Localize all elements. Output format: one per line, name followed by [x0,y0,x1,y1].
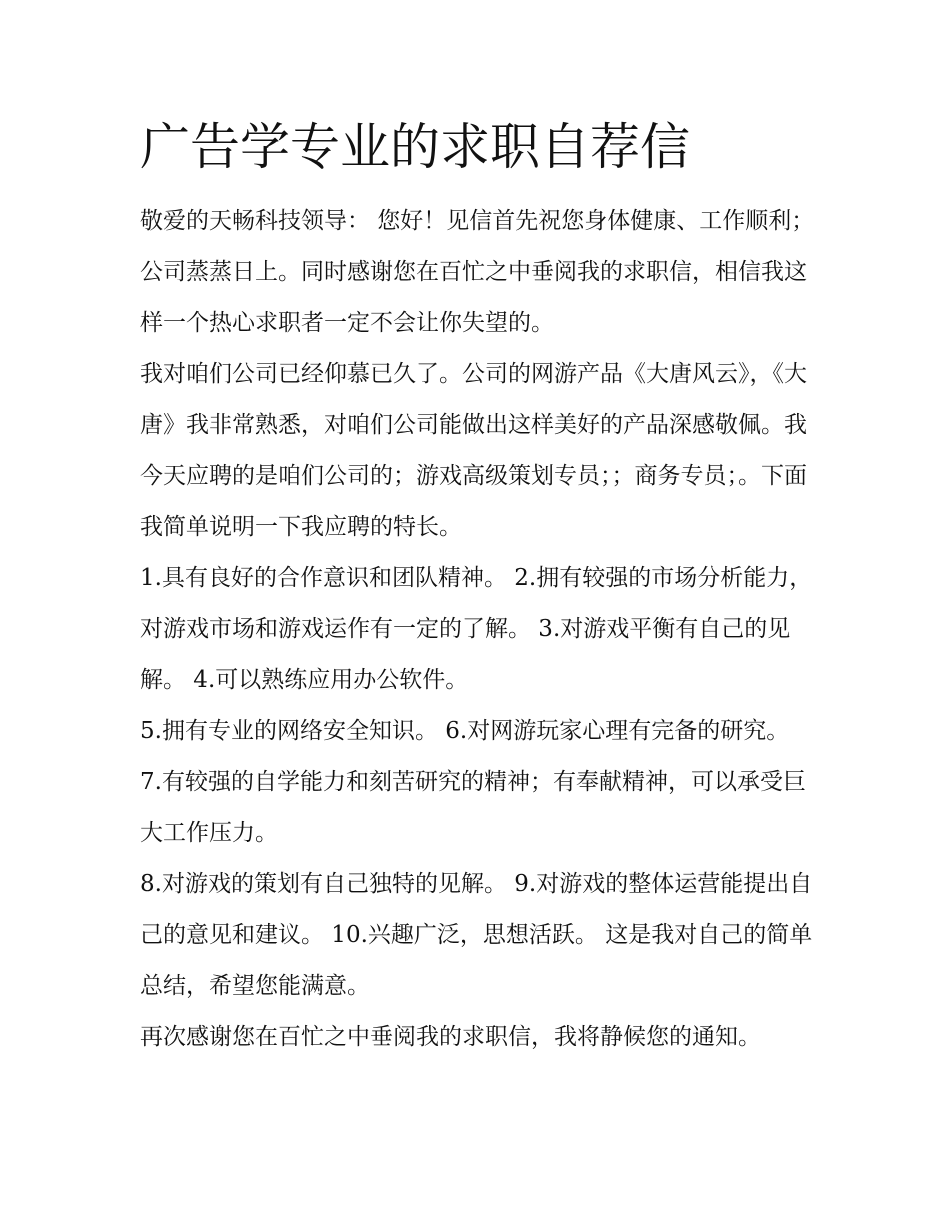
document-title: 广告学专业的求职自荐信 [140,118,690,176]
paragraph-strengths-5-7: 5.拥有专业的网络安全知识。 6.对网游玩家心理有完备的研究。 7.有较强的自学能力和刻苦研究的精神；有奉献精神，可以承受巨大工作压力。 [140,718,806,846]
paragraph-company-admiration: 我对咱们公司已经仰慕已久了。公司的网游产品《大唐风云》，《大唐》我非常熟悉，对咱们公司能做出这样美好的产品深感敬佩。我今天应聘的是咱们公司的；游戏高级策划专员；；商务专员；。下面我简单说明一下我应聘的特长。 [140,361,807,540]
document-page [140,112,815,1063]
paragraph-strengths-8-10: 8.对游戏的策划有自己独特的见解。 9.对游戏的整体运营能提出自己的意见和建议。 10.兴趣广泛，思想活跃。 这是我对自己的简单总结，希望您能满意。 [140,871,813,999]
paragraph-greeting: 敬爱的天畅科技领导： 您好！见信首先祝您身体健康、工作顺利；公司蒸蒸日上。同时感谢您在百忙之中垂阅我的求职信，相信我这样一个热心求职者一定不会让你失望的。 [140,208,815,336]
paragraph-closing: 再次感谢您在百忙之中垂阅我的求职信，我将静候您的通知。 [140,1024,761,1050]
paragraph-strengths-1-4: 1.具有良好的合作意识和团队精神。 2.拥有较强的市场分析能力，对游戏市场和游戏运作有一定的了解。 3.对游戏平衡有自己的见解。 4.可以熟练应用办公软件。 [140,565,813,693]
